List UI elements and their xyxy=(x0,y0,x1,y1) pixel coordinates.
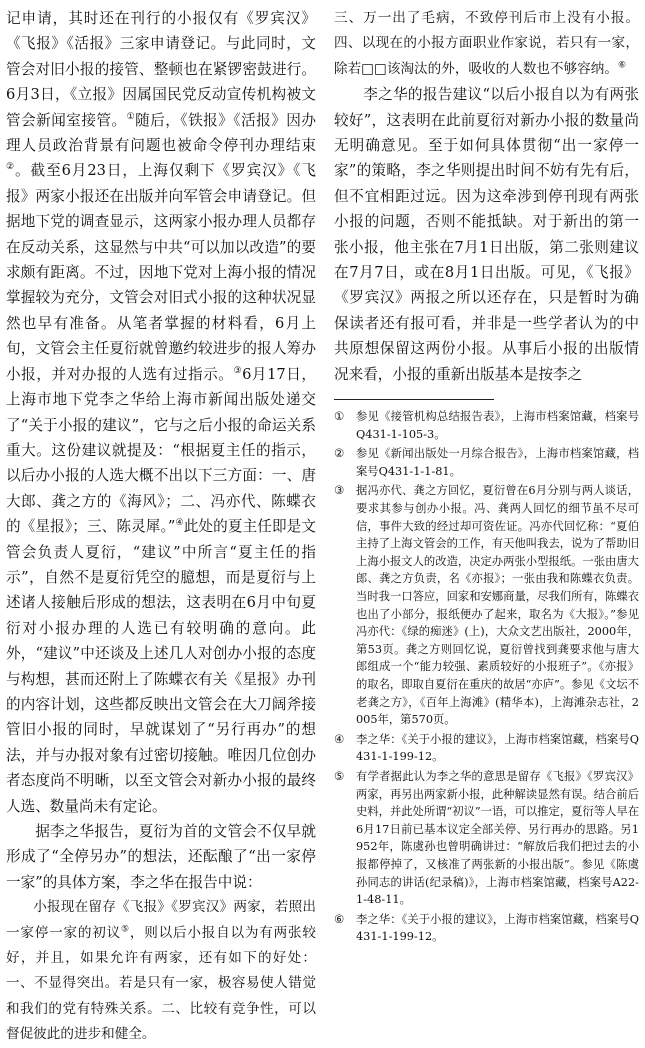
footnote-item xyxy=(334,911,639,946)
footnote-number: ⑤ xyxy=(334,769,345,783)
footnote-ref-4[interactable]: ④ xyxy=(175,518,184,529)
text-run: 记申请，其时还在刊行的小报仅有《罗宾汉》《飞报》《活报》三家申请登记。与此同时，文管会对旧小报的接管、整顿也在紧锣密鼓进行。6月3日，《立报》因属国民党反动宣传机构被文管会新闻室接管。 xyxy=(6,10,316,129)
footnote-text: 参见《新闻出版处一月综合报告》，上海市档案馆藏，档案号Q431-1-1-81。 xyxy=(356,447,639,478)
footnote-number: ② xyxy=(334,447,345,461)
footnote-ref-3[interactable]: ③ xyxy=(233,365,243,376)
footnote-text: 参见《接管机构总结报告表》，上海市档案馆藏，档案号Q431-1-105-3。 xyxy=(356,410,639,441)
footnote-item xyxy=(334,768,639,909)
footnote-divider xyxy=(334,399,494,400)
footnote-item xyxy=(334,731,639,766)
footnote-text: 据冯亦代、龚之方回忆，夏衍曾在6月分别与两人谈话，要求其参与创办小报。冯、龚两人回忆的细节虽不尽可信，事件大致的经过却可资佐证。冯亦代回忆称：“夏伯主持了上海文管会的工作，有天他叫我去，说为了帮助旧上海小报文人的改造，决定办两张小型报纸。一张由唐大郎、龚之方负责，名《亦报》；一张由我和陈蝶衣负责。当时我一口答应，回家和安娜商量，尽我们所有，陈蝶衣也出了小部分，报纸便办了起来，取名为《大报》。”参见冯亦代：《绿的痴迷》(上)，大众文艺出版社，2000年，第53页。龚之方则回忆说，夏衍曾找到龚要求他与唐大郎组成一个“能力较强、素质较好的小报班子”。《亦报》的取名，即取自夏衍在重庆的故居“亦庐”。参见《文坛不老龚之方》，《百年上海滩》(精华本)，上海滩杂志社，2005年，第570页。 xyxy=(356,484,639,727)
footnote-ref-2[interactable]: ② xyxy=(6,162,16,173)
footnote-number: ③ xyxy=(334,484,345,498)
footnote-text: 李之华：《关于小报的建议》，上海市档案馆藏，档案号Q431-1-199-12。 xyxy=(356,912,639,944)
paragraph-3: 李之华的报告建议“以后小报自以为有两张较好”，这表明在此前夏衍对新办小报的数量尚无明确意见。至于如何具体贯彻“出一家停一家”的策略，李之华则提出时间不妨有先有后，但不宜相距过远。因为这牵涉到停刊现有两张小报的问题，否则不能抵缺。对于新出的第一张小报，他主张在7月1日出版，第二张则建议在7月7日，或在8月1日出版。可见，《飞报》《罗宾汉》两报之所以还存在，只是暂时为确保读者还有报可看，并非是一些学者认为的中共原想保留这两份小报。从事后小报的出版情况来看，小报的重新出版基本是按李之 xyxy=(334,86,639,383)
footnote-text: 李之华：《关于小报的建议》，上海市档案馆藏，档案号Q431-1-199-12。 xyxy=(356,732,639,764)
text-run: 小报现在留存《飞报》《罗宾汉》两家，若照出一家停一家的初议 xyxy=(6,899,316,941)
footnote-ref-1[interactable]: ① xyxy=(126,111,136,122)
text-run: 。截至6月23日，上海仅剩下《罗宾汉》《飞报》两家小报还在出版并向军管会申请登记。但据地下党的调查显示，这两家小报办理人员都存在反动关系，这显然与中共“可以加以改造”的要求颇有距离。不过，因地下党对上海小报的情况掌握较为充分，文管会对旧式小报的这种状况显然也早有准备。从笔者掌握的材料看，6月上旬，文管会主任夏衍就曾邀约较进步的报人筹办小报，并对办报的人选有过指示。 xyxy=(6,162,316,383)
paragraph-2: 据李之华报告，夏衍为首的文管会不仅早就形成了“全停另办”的想法，还酝酿了“出一家停一家”的具体方案，李之华在报告中说： xyxy=(6,823,316,891)
block-quote-continued xyxy=(334,6,639,82)
paragraph-1 xyxy=(6,6,316,819)
footnote-number: ⑥ xyxy=(334,912,345,926)
footnote-ref-6[interactable]: ⑥ xyxy=(617,60,627,71)
footnote-number: ① xyxy=(334,410,345,424)
footnote-ref-5[interactable]: ⑤ xyxy=(121,924,130,935)
footnote-item xyxy=(334,482,639,728)
text-run: 随后，《铁报》《活报》因办理人员政治背景有问题也被命令停刊办理结束 xyxy=(6,111,316,155)
footnote-text: 有学者据此认为李之华的意思是留存《飞报》《罗宾汉》两家，再另出两家新小报，此种解读显然有误。结合前后史料，并此处所谓“初议”一语，可以推定，夏衍等人早在6月17日前已基本议定全部关停、另行再办的思路。另1952年，陈虞孙也曾明确讲过：“解放后我们把过去的小报都停掉了，又核准了两张新的小报出版”。参见《陈虞孙同志的讲话(纪录稿)》，上海市档案馆藏，档案号A22-1-48-11。 xyxy=(356,769,639,907)
right-column xyxy=(334,6,639,948)
block-quote xyxy=(6,895,316,1047)
text-run: 此处的夏主任即是文管会负责人夏衍，“建议”中所言“夏主任的指示”，自然不是夏衍凭空的臆想，而是夏衍与上述诸人接触后形成的想法，这表明在6月中旬夏衍对小报办理的人选已有较明确的意向。此外，“建议”中还谈及上述几人对创办小报的态度与构想，甚而还附上了陈蝶衣有关《星报》办刊的内容计划，这些都反映出文管会在大刀阔斧接管旧小报的同时，早就谋划了“另行再办”的想法，并与办报对象有过密切接触。唯因几位创办者态度尚不明晰，以至文管会对新办小报的最终人选、数量尚未有定论。 xyxy=(6,518,316,815)
footnote-number: ④ xyxy=(334,732,345,746)
left-column xyxy=(6,6,316,1048)
footnote-item xyxy=(334,408,639,443)
footnote-item xyxy=(334,445,639,480)
text-run: 三、万一出了毛病，不致停刊后市上没有小报。四、以现在的小报方面职业作家说，若只有一家，除若□□该淘汰的外，吸收的人数也不够容纳。 xyxy=(334,10,639,77)
text-run: 6月17日，上海市地下党李之华给上海市新闻出版处递交了“关于小报的建议”，它与之后小报的命运关系重大。这份建议就提及：“根据夏主任的指示，以后办小报的人选大概不出以下三方面：一、唐大郎、龚之方的《海风》；二、冯亦代、陈蝶衣的《星报》；三、陈灵犀。” xyxy=(6,365,316,536)
footnote-list xyxy=(334,408,639,946)
text-run: ，则以后小报自以为有两张较好，并且，如果允许有两家，还有如下的好处：一、不显得突出。若是只有一家，极容易使人错觉和我们的党有特殊关系。二、比较有竞争性，可以督促彼此的进步和健全。 xyxy=(6,924,317,1043)
